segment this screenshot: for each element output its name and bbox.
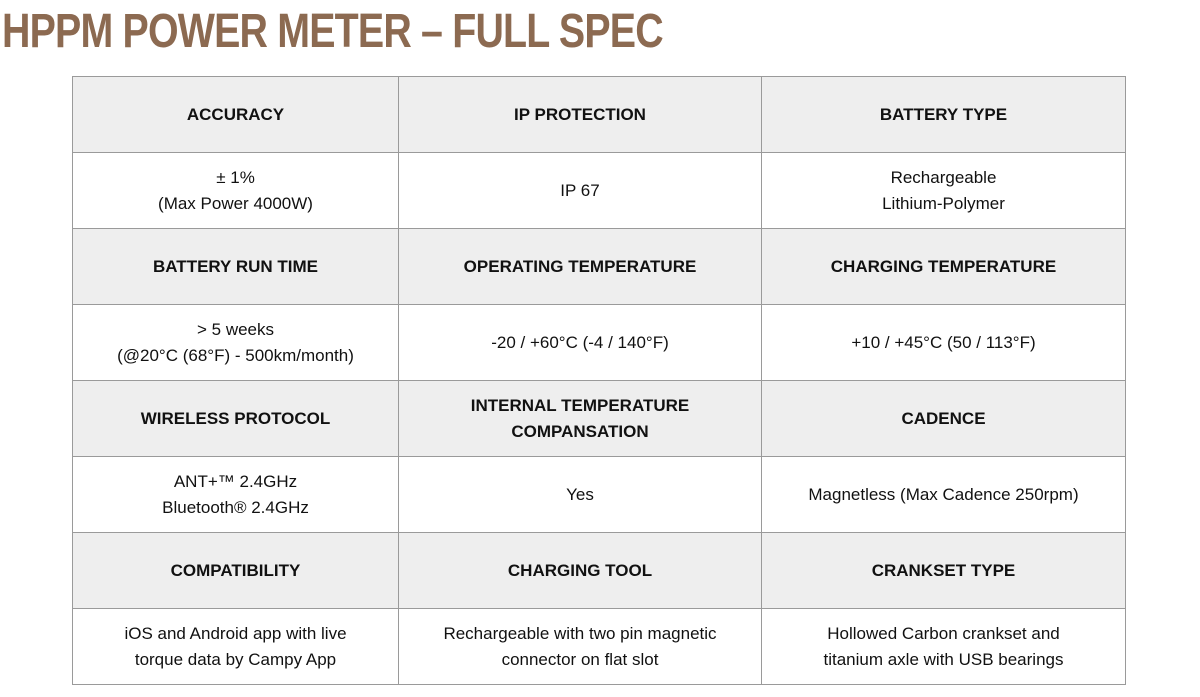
spec-value: Bluetooth® 2.4GHz — [162, 497, 309, 517]
spec-value-cell — [73, 609, 399, 685]
spec-label: CADENCE — [901, 408, 986, 428]
spec-value: torque data by Campy App — [134, 649, 337, 669]
spec-value: connector on flat slot — [501, 649, 659, 669]
spec-value-row — [73, 457, 1126, 533]
spec-label: CRANKSET TYPE — [871, 560, 1016, 580]
spec-label-cell — [762, 533, 1126, 609]
spec-value: > 5 weeks — [196, 319, 274, 339]
spec-label: INTERNAL TEMPERATURE — [470, 395, 690, 415]
spec-value-cell — [762, 457, 1126, 533]
spec-label-cell — [399, 229, 762, 305]
spec-header-row — [73, 229, 1126, 305]
spec-value: (Max Power 4000W) — [158, 193, 313, 213]
spec-label-cell — [73, 229, 399, 305]
spec-label: COMPATIBILITY — [170, 560, 301, 580]
spec-label: BATTERY RUN TIME — [153, 256, 318, 276]
spec-value: Rechargeable with two pin magnetic — [443, 623, 717, 643]
spec-label: ACCURACY — [186, 104, 285, 124]
spec-value: IP 67 — [560, 180, 600, 200]
spec-value: +10 / +45°C (50 / 113°F) — [851, 332, 1036, 352]
spec-label-cell — [73, 77, 399, 153]
spec-value: Hollowed Carbon crankset and — [827, 623, 1060, 643]
spec-label: CHARGING TEMPERATURE — [830, 256, 1057, 276]
spec-label: OPERATING TEMPERATURE — [463, 256, 697, 276]
spec-value: iOS and Android app with live — [124, 623, 347, 643]
page-title: HPPM POWER METER – FULL SPEC — [2, 5, 663, 58]
spec-value-cell — [73, 153, 399, 229]
spec-label-cell — [399, 381, 762, 457]
spec-label-cell — [762, 77, 1126, 153]
spec-value: Lithium-Polymer — [882, 193, 1005, 213]
spec-value: ANT+™ 2.4GHz — [173, 471, 298, 491]
spec-value-cell — [399, 153, 762, 229]
spec-label-cell — [762, 229, 1126, 305]
spec-value-cell — [399, 305, 762, 381]
spec-table-body — [73, 77, 1126, 685]
spec-label-cell — [762, 381, 1126, 457]
spec-label: IP PROTECTION — [514, 104, 646, 124]
spec-value: Magnetless (Max Cadence 250rpm) — [808, 484, 1079, 504]
spec-value-cell — [762, 153, 1126, 229]
spec-value: -20 / +60°C (-4 / 140°F) — [491, 332, 669, 352]
spec-table — [72, 76, 1126, 685]
spec-label: WIRELESS PROTOCOL — [140, 408, 331, 428]
spec-value-row — [73, 305, 1126, 381]
spec-value: titanium axle with USB bearings — [823, 649, 1064, 669]
spec-value: Yes — [566, 484, 594, 504]
spec-value-row — [73, 153, 1126, 229]
spec-value-cell — [399, 457, 762, 533]
spec-label: CHARGING TOOL — [507, 560, 653, 580]
spec-label: COMPANSATION — [511, 421, 649, 441]
spec-label-cell — [73, 533, 399, 609]
spec-header-row — [73, 533, 1126, 609]
spec-label: BATTERY TYPE — [879, 104, 1008, 124]
spec-label-cell — [399, 77, 762, 153]
spec-header-row — [73, 77, 1126, 153]
spec-header-row — [73, 381, 1126, 457]
spec-value-cell — [399, 609, 762, 685]
spec-label-cell — [73, 381, 399, 457]
spec-value: (@20°C (68°F) - 500km/month) — [117, 345, 354, 365]
spec-value-cell — [762, 609, 1126, 685]
spec-value-cell — [762, 305, 1126, 381]
spec-value-cell — [73, 305, 399, 381]
spec-value-row — [73, 609, 1126, 685]
spec-value-cell — [73, 457, 399, 533]
spec-value: Rechargeable — [890, 167, 997, 187]
spec-label-cell — [399, 533, 762, 609]
spec-value: ± 1% — [216, 167, 255, 187]
